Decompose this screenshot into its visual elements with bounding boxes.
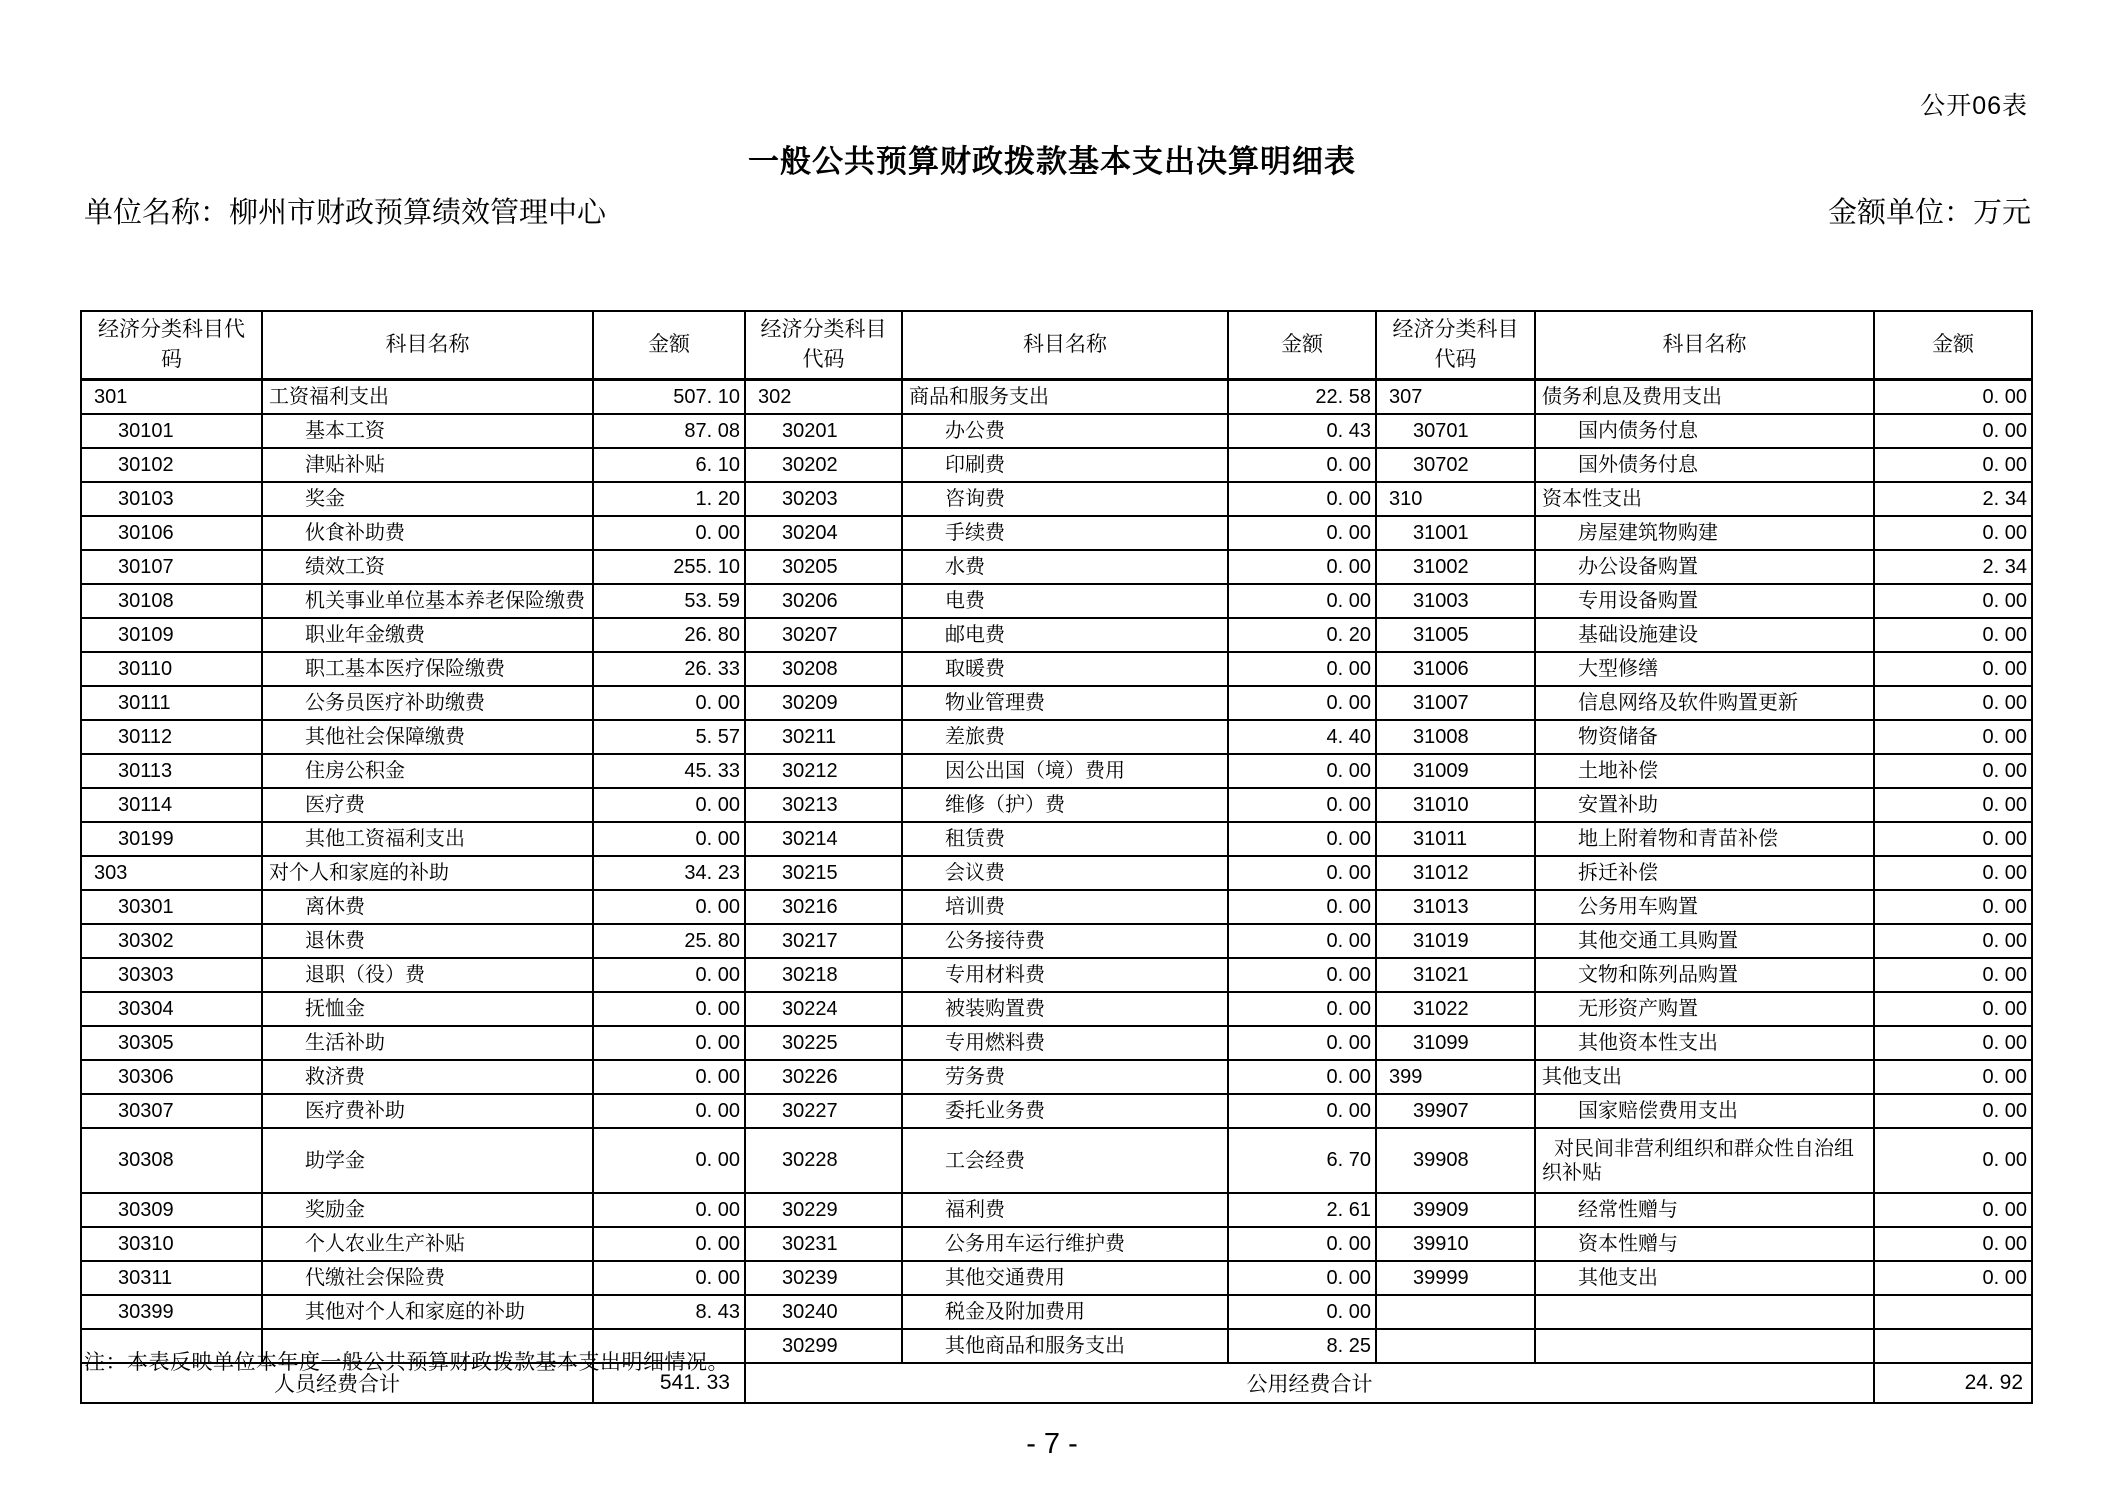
amount-cell: 0. 00	[593, 1128, 745, 1193]
table-row	[81, 1094, 2032, 1128]
code-cell: 31001	[1376, 516, 1535, 550]
footnote: 注：本表反映单位本年度一般公共预算财政拨款基本支出明细情况。	[84, 1351, 729, 1374]
amount-cell: 0. 00	[1874, 1261, 2032, 1295]
subject-name-cell: 物资储备	[1535, 720, 1874, 754]
subject-name-cell: 资本性支出	[1535, 482, 1874, 516]
amount-cell: 34. 23	[593, 856, 745, 890]
subject-name-cell: 伙食补助费	[262, 516, 593, 550]
amount-cell: 0. 00	[1874, 1227, 2032, 1261]
amount-cell: 4. 40	[1228, 720, 1376, 754]
subject-name-cell: 专用燃料费	[902, 1026, 1228, 1060]
subject-name-cell: 信息网络及软件购置更新	[1535, 686, 1874, 720]
subject-name-cell: 房屋建筑物购建	[1535, 516, 1874, 550]
header-code-1: 经济分类科目代码	[81, 311, 262, 380]
subject-name-cell	[1535, 1329, 1874, 1363]
subject-name-cell: 办公设备购置	[1535, 550, 1874, 584]
amount-cell: 0. 00	[593, 516, 745, 550]
table-row	[81, 1227, 2032, 1261]
amount-cell: 0. 00	[1874, 1193, 2032, 1227]
code-cell: 30307	[81, 1094, 262, 1128]
header-amount-1: 金额	[593, 311, 745, 380]
code-cell: 30107	[81, 550, 262, 584]
amount-cell: 8. 43	[593, 1295, 745, 1329]
amount-cell: 0. 00	[1874, 890, 2032, 924]
amount-cell: 0. 00	[1228, 516, 1376, 550]
amount-cell: 0. 20	[1228, 618, 1376, 652]
amount-cell: 1. 20	[593, 482, 745, 516]
table-row	[81, 1060, 2032, 1094]
code-cell: 30302	[81, 924, 262, 958]
subject-name-cell: 其他资本性支出	[1535, 1026, 1874, 1060]
table-row	[81, 686, 2032, 720]
code-cell: 30301	[81, 890, 262, 924]
code-cell: 30212	[745, 754, 902, 788]
code-cell: 307	[1376, 380, 1535, 415]
code-cell: 30240	[745, 1295, 902, 1329]
page-title: 一般公共预算财政拨款基本支出决算明细表	[748, 144, 1356, 179]
code-cell: 30239	[745, 1261, 902, 1295]
code-cell	[1376, 1329, 1535, 1363]
subject-name-cell: 退职（役）费	[262, 958, 593, 992]
amount-cell: 0. 00	[1228, 550, 1376, 584]
amount-cell: 0. 00	[1874, 1060, 2032, 1094]
amount-cell: 0. 00	[1874, 584, 2032, 618]
amount-cell: 8. 25	[1228, 1329, 1376, 1363]
subject-name-cell: 国家赔偿费用支出	[1535, 1094, 1874, 1128]
code-cell: 31012	[1376, 856, 1535, 890]
amount-cell: 0. 00	[1874, 618, 2032, 652]
subject-name-cell: 会议费	[902, 856, 1228, 890]
subject-name-cell: 公务接待费	[902, 924, 1228, 958]
header-name-2: 科目名称	[902, 311, 1228, 380]
code-cell: 30106	[81, 516, 262, 550]
code-cell: 30102	[81, 448, 262, 482]
subject-name-cell: 差旅费	[902, 720, 1228, 754]
subject-name-cell: 工会经费	[902, 1128, 1228, 1193]
amount-cell: 2. 61	[1228, 1193, 1376, 1227]
table-row	[81, 1128, 2032, 1193]
code-cell: 30209	[745, 686, 902, 720]
public-total-value: 24. 92	[1874, 1363, 2032, 1403]
subject-name-cell: 绩效工资	[262, 550, 593, 584]
code-cell: 30215	[745, 856, 902, 890]
subject-name-cell: 福利费	[902, 1193, 1228, 1227]
table-row	[81, 516, 2032, 550]
subject-name-cell	[1535, 1295, 1874, 1329]
code-cell: 303	[81, 856, 262, 890]
code-cell: 31009	[1376, 754, 1535, 788]
meta-row	[0, 190, 2104, 229]
code-cell: 31019	[1376, 924, 1535, 958]
subject-name-cell: 抚恤金	[262, 992, 593, 1026]
subject-name-cell: 机关事业单位基本养老保险缴费	[262, 584, 593, 618]
amount-cell: 0. 00	[1874, 516, 2032, 550]
table-row	[81, 754, 2032, 788]
code-cell: 31022	[1376, 992, 1535, 1026]
subject-name-cell: 劳务费	[902, 1060, 1228, 1094]
amount-cell: 0. 00	[593, 958, 745, 992]
amount-cell: 45. 33	[593, 754, 745, 788]
personnel-total-value: 541. 33	[593, 1363, 745, 1403]
code-cell: 30203	[745, 482, 902, 516]
amount-cell: 0. 00	[1874, 414, 2032, 448]
amount-cell: 0. 00	[1228, 822, 1376, 856]
code-cell	[1376, 1295, 1535, 1329]
amount-unit-label: 金额单位：万元	[1827, 197, 2031, 229]
subject-name-cell: 委托业务费	[902, 1094, 1228, 1128]
table-body	[81, 380, 2032, 1364]
amount-cell: 0. 00	[593, 686, 745, 720]
subject-name-cell: 文物和陈列品购置	[1535, 958, 1874, 992]
code-cell: 30112	[81, 720, 262, 754]
subject-name-cell: 拆迁补偿	[1535, 856, 1874, 890]
subject-name-cell: 对个人和家庭的补助	[262, 856, 593, 890]
header-amount-2: 金额	[1228, 311, 1376, 380]
subject-name-cell: 地上附着物和青苗补偿	[1535, 822, 1874, 856]
code-cell: 39909	[1376, 1193, 1535, 1227]
public-total-label: 公用经费合计	[745, 1363, 1874, 1403]
code-cell: 30199	[81, 822, 262, 856]
subject-name-cell: 手续费	[902, 516, 1228, 550]
amount-cell: 0. 00	[1228, 992, 1376, 1026]
subject-name-cell: 水费	[902, 550, 1228, 584]
code-cell: 30224	[745, 992, 902, 1026]
subject-name-cell: 救济费	[262, 1060, 593, 1094]
code-cell: 30309	[81, 1193, 262, 1227]
subject-name-cell: 公务员医疗补助缴费	[262, 686, 593, 720]
amount-cell: 0. 00	[593, 788, 745, 822]
code-cell: 399	[1376, 1060, 1535, 1094]
code-cell: 30206	[745, 584, 902, 618]
header-code-3: 经济分类科目代码	[1376, 311, 1535, 380]
amount-cell: 0. 00	[1228, 584, 1376, 618]
code-cell: 30308	[81, 1128, 262, 1193]
code-cell: 30299	[745, 1329, 902, 1363]
amount-cell: 87. 08	[593, 414, 745, 448]
subject-name-cell: 被装购置费	[902, 992, 1228, 1026]
code-cell: 30304	[81, 992, 262, 1026]
subject-name-cell: 其他工资福利支出	[262, 822, 593, 856]
amount-cell: 0. 00	[1228, 1026, 1376, 1060]
table-row	[81, 958, 2032, 992]
code-cell: 30702	[1376, 448, 1535, 482]
code-cell: 30226	[745, 1060, 902, 1094]
code-cell: 30311	[81, 1261, 262, 1295]
amount-cell: 0. 00	[593, 1193, 745, 1227]
code-cell: 30109	[81, 618, 262, 652]
table-row	[81, 1295, 2032, 1329]
code-cell: 30229	[745, 1193, 902, 1227]
subject-name-cell: 土地补偿	[1535, 754, 1874, 788]
subject-name-cell: 培训费	[902, 890, 1228, 924]
amount-cell: 0. 00	[1228, 1261, 1376, 1295]
subject-name-cell: 生活补助	[262, 1026, 593, 1060]
code-cell: 39999	[1376, 1261, 1535, 1295]
amount-cell: 0. 00	[1874, 958, 2032, 992]
code-cell: 30101	[81, 414, 262, 448]
subject-name-cell: 医疗费补助	[262, 1094, 593, 1128]
code-cell: 30201	[745, 414, 902, 448]
code-cell: 30108	[81, 584, 262, 618]
table-row	[81, 482, 2032, 516]
amount-cell: 0. 00	[1874, 992, 2032, 1026]
subject-name-cell: 工资福利支出	[262, 380, 593, 415]
code-cell: 30399	[81, 1295, 262, 1329]
subject-name-cell: 资本性赠与	[1535, 1227, 1874, 1261]
table-row	[81, 1026, 2032, 1060]
table-row	[81, 550, 2032, 584]
code-cell: 30214	[745, 822, 902, 856]
code-cell: 301	[81, 380, 262, 415]
table-row	[81, 822, 2032, 856]
subject-name-cell: 公务用车购置	[1535, 890, 1874, 924]
subject-name-cell: 其他商品和服务支出	[902, 1329, 1228, 1363]
amount-cell: 0. 00	[1228, 1094, 1376, 1128]
subject-name-cell: 其他交通工具购置	[1535, 924, 1874, 958]
subject-name-cell: 津贴补贴	[262, 448, 593, 482]
subject-name-cell: 商品和服务支出	[902, 380, 1228, 415]
subject-name-cell: 无形资产购置	[1535, 992, 1874, 1026]
subject-name-cell: 咨询费	[902, 482, 1228, 516]
header-amount-3: 金额	[1874, 311, 2032, 380]
subject-name-cell: 租赁费	[902, 822, 1228, 856]
subject-name-cell: 离休费	[262, 890, 593, 924]
subject-name-cell: 国外债务付息	[1535, 448, 1874, 482]
amount-cell: 0. 00	[593, 822, 745, 856]
amount-cell: 0. 00	[1874, 686, 2032, 720]
amount-cell: 0. 00	[1874, 754, 2032, 788]
subject-name-cell: 税金及附加费用	[902, 1295, 1228, 1329]
subject-name-cell: 基础设施建设	[1535, 618, 1874, 652]
subject-name-cell: 办公费	[902, 414, 1228, 448]
amount-cell: 0. 00	[1874, 1094, 2032, 1128]
code-cell: 30303	[81, 958, 262, 992]
subject-name-cell: 公务用车运行维护费	[902, 1227, 1228, 1261]
subject-name-cell: 国内债务付息	[1535, 414, 1874, 448]
table-row	[81, 924, 2032, 958]
amount-cell: 53. 59	[593, 584, 745, 618]
code-cell: 30213	[745, 788, 902, 822]
header-name-3: 科目名称	[1535, 311, 1874, 380]
amount-cell: 2. 34	[1874, 482, 2032, 516]
amount-cell: 0. 00	[593, 1026, 745, 1060]
subject-name-cell: 印刷费	[902, 448, 1228, 482]
subject-name-cell: 大型修缮	[1535, 652, 1874, 686]
amount-cell: 0. 00	[1874, 822, 2032, 856]
amount-cell: 6. 70	[1228, 1128, 1376, 1193]
code-cell: 30305	[81, 1026, 262, 1060]
code-cell: 31011	[1376, 822, 1535, 856]
table-row	[81, 618, 2032, 652]
amount-cell: 0. 00	[1874, 448, 2032, 482]
header-name-1: 科目名称	[262, 311, 593, 380]
code-cell: 30202	[745, 448, 902, 482]
subject-name-cell: 奖金	[262, 482, 593, 516]
amount-cell: 0. 00	[1874, 1128, 2032, 1193]
amount-cell: 0. 00	[1228, 890, 1376, 924]
code-cell: 31007	[1376, 686, 1535, 720]
table-row	[81, 992, 2032, 1026]
table-row	[81, 448, 2032, 482]
expenditure-table	[80, 310, 2033, 1404]
amount-cell: 0. 00	[593, 1261, 745, 1295]
table-row	[81, 584, 2032, 618]
subject-name-cell: 其他交通费用	[902, 1261, 1228, 1295]
code-cell: 30701	[1376, 414, 1535, 448]
subject-name-cell: 个人农业生产补贴	[262, 1227, 593, 1261]
amount-cell: 0. 00	[593, 1227, 745, 1261]
amount-cell: 0. 00	[1228, 1295, 1376, 1329]
unit-name-label: 单位名称：柳州市财政预算绩效管理中心	[84, 197, 607, 229]
subject-name-cell: 维修（护）费	[902, 788, 1228, 822]
table-row	[81, 414, 2032, 448]
amount-cell: 0. 00	[1228, 924, 1376, 958]
amount-cell: 26. 33	[593, 652, 745, 686]
amount-cell: 0. 00	[1228, 686, 1376, 720]
subject-name-cell: 退休费	[262, 924, 593, 958]
code-cell: 31021	[1376, 958, 1535, 992]
code-cell: 30306	[81, 1060, 262, 1094]
code-cell: 30205	[745, 550, 902, 584]
code-cell: 31002	[1376, 550, 1535, 584]
amount-cell: 0. 00	[1228, 652, 1376, 686]
code-cell: 30231	[745, 1227, 902, 1261]
subject-name-cell: 电费	[902, 584, 1228, 618]
amount-cell: 0. 00	[1228, 448, 1376, 482]
subject-name-cell: 奖励金	[262, 1193, 593, 1227]
code-cell: 30218	[745, 958, 902, 992]
amount-cell: 0. 00	[1228, 788, 1376, 822]
code-cell: 30204	[745, 516, 902, 550]
subject-name-cell: 助学金	[262, 1128, 593, 1193]
subject-name-cell: 邮电费	[902, 618, 1228, 652]
code-cell: 302	[745, 380, 902, 415]
code-cell: 39910	[1376, 1227, 1535, 1261]
subject-name-cell: 经常性赠与	[1535, 1193, 1874, 1227]
code-cell: 30216	[745, 890, 902, 924]
form-number-label: 公开06表	[1920, 92, 2028, 120]
amount-cell: 0. 00	[1874, 924, 2032, 958]
code-cell: 30225	[745, 1026, 902, 1060]
table-header-row	[81, 311, 2032, 380]
amount-cell: 0. 00	[1228, 958, 1376, 992]
code-cell: 31013	[1376, 890, 1535, 924]
subject-name-cell: 职业年金缴费	[262, 618, 593, 652]
amount-cell: 0. 43	[1228, 414, 1376, 448]
code-cell: 30111	[81, 686, 262, 720]
code-cell: 30114	[81, 788, 262, 822]
code-cell: 31005	[1376, 618, 1535, 652]
code-cell: 30227	[745, 1094, 902, 1128]
code-cell: 30310	[81, 1227, 262, 1261]
table-row	[81, 380, 2032, 415]
code-cell: 39908	[1376, 1128, 1535, 1193]
code-cell: 39907	[1376, 1094, 1535, 1128]
table-row	[81, 856, 2032, 890]
amount-cell: 6. 10	[593, 448, 745, 482]
amount-cell	[1874, 1329, 2032, 1363]
amount-cell: 0. 00	[1874, 720, 2032, 754]
personnel-total-label: 人员经费合计	[81, 1363, 593, 1403]
subject-name-cell: 其他支出	[1535, 1261, 1874, 1295]
subject-name-cell: 基本工资	[262, 414, 593, 448]
amount-cell: 0. 00	[1228, 1227, 1376, 1261]
amount-cell: 0. 00	[593, 1060, 745, 1094]
table-row	[81, 890, 2032, 924]
amount-cell: 0. 00	[1874, 1026, 2032, 1060]
subject-name-cell: 取暖费	[902, 652, 1228, 686]
amount-cell: 0. 00	[593, 890, 745, 924]
code-cell: 30228	[745, 1128, 902, 1193]
code-cell: 310	[1376, 482, 1535, 516]
subject-name-cell: 物业管理费	[902, 686, 1228, 720]
amount-cell: 26. 80	[593, 618, 745, 652]
header-code-2: 经济分类科目代码	[745, 311, 902, 380]
subject-name-cell: 债务利息及费用支出	[1535, 380, 1874, 415]
amount-cell: 0. 00	[1228, 754, 1376, 788]
amount-cell	[1874, 1295, 2032, 1329]
amount-cell: 0. 00	[1874, 380, 2032, 415]
amount-cell: 0. 00	[593, 992, 745, 1026]
subject-name-cell: 其他社会保障缴费	[262, 720, 593, 754]
table-row	[81, 720, 2032, 754]
amount-cell: 0. 00	[1228, 856, 1376, 890]
subject-name-cell: 其他对个人和家庭的补助	[262, 1295, 593, 1329]
amount-cell: 5. 57	[593, 720, 745, 754]
code-cell: 30207	[745, 618, 902, 652]
table-row	[81, 652, 2032, 686]
code-cell: 30103	[81, 482, 262, 516]
subject-name-cell: 专用材料费	[902, 958, 1228, 992]
amount-cell: 0. 00	[1228, 1060, 1376, 1094]
table-row	[81, 1193, 2032, 1227]
subject-name-cell: 代缴社会保险费	[262, 1261, 593, 1295]
code-cell: 31010	[1376, 788, 1535, 822]
table-row	[81, 1261, 2032, 1295]
amount-cell: 0. 00	[1874, 788, 2032, 822]
amount-cell: 22. 58	[1228, 380, 1376, 415]
subject-name-cell: 职工基本医疗保险缴费	[262, 652, 593, 686]
code-cell: 30110	[81, 652, 262, 686]
subject-name-cell: 安置补助	[1535, 788, 1874, 822]
code-cell: 31006	[1376, 652, 1535, 686]
amount-cell: 2. 34	[1874, 550, 2032, 584]
subject-name-cell: 医疗费	[262, 788, 593, 822]
code-cell: 31008	[1376, 720, 1535, 754]
code-cell: 30217	[745, 924, 902, 958]
amount-cell: 0. 00	[1874, 856, 2032, 890]
subject-name-cell: 对民间非营利组织和群众性自治组织补贴	[1535, 1128, 1874, 1193]
amount-cell: 25. 80	[593, 924, 745, 958]
code-cell: 31003	[1376, 584, 1535, 618]
table-row	[81, 788, 2032, 822]
amount-cell: 0. 00	[1874, 652, 2032, 686]
subject-name-cell: 专用设备购置	[1535, 584, 1874, 618]
amount-cell: 0. 00	[593, 1094, 745, 1128]
amount-cell: 255. 10	[593, 550, 745, 584]
subject-name-cell: 因公出国（境）费用	[902, 754, 1228, 788]
code-cell: 30208	[745, 652, 902, 686]
code-cell: 30113	[81, 754, 262, 788]
page-number: - 7 -	[1026, 1428, 1078, 1460]
subject-name-cell: 其他支出	[1535, 1060, 1874, 1094]
amount-cell: 507. 10	[593, 380, 745, 415]
code-cell: 31099	[1376, 1026, 1535, 1060]
code-cell: 30211	[745, 720, 902, 754]
subject-name-cell: 住房公积金	[262, 754, 593, 788]
amount-cell: 0. 00	[1228, 482, 1376, 516]
